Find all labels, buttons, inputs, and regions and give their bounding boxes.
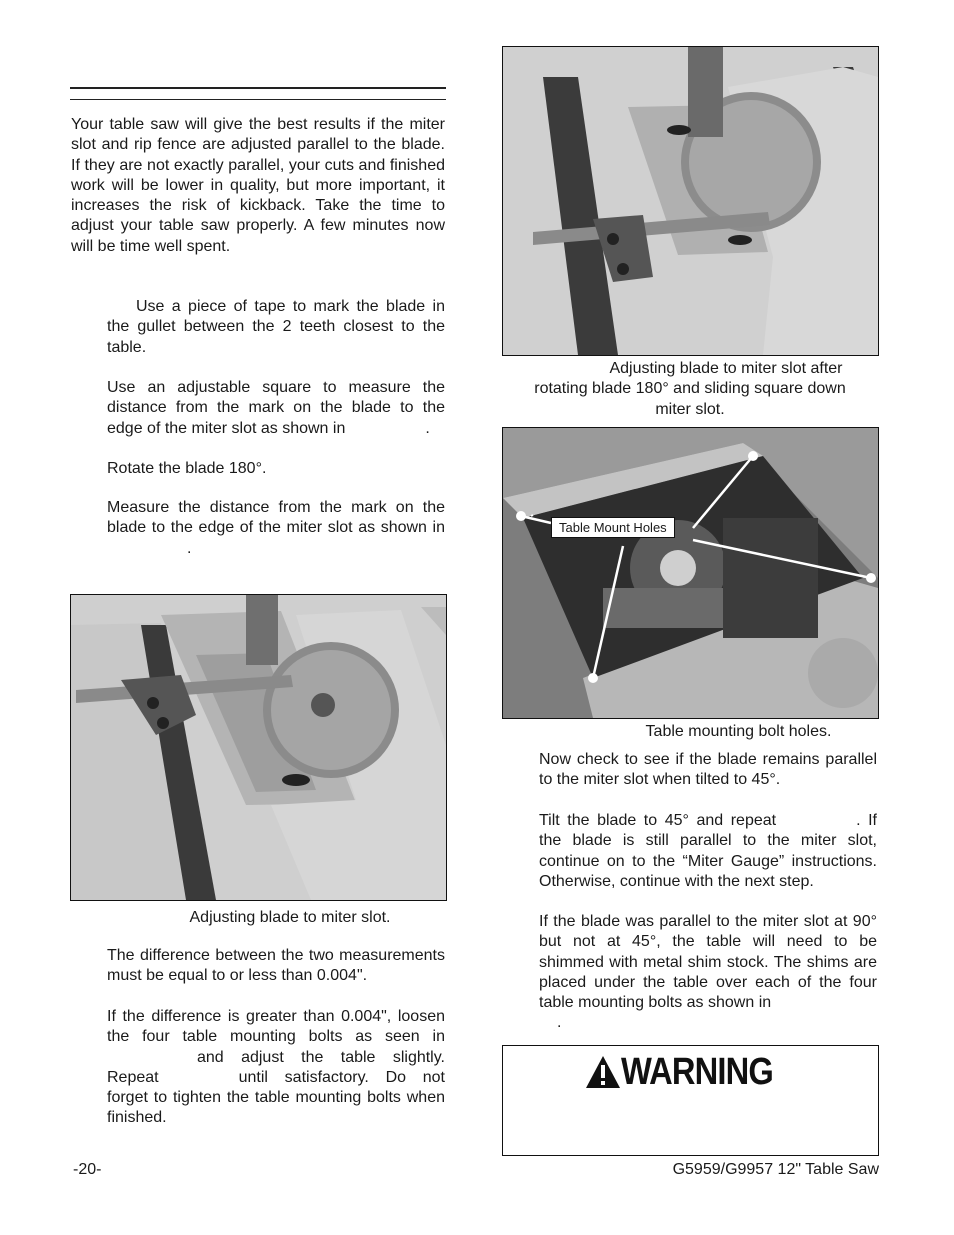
step-rotate-blade: Rotate the blade 180°. xyxy=(107,460,267,477)
photo-table-mount-holes xyxy=(502,427,879,719)
section-rule-top xyxy=(70,87,446,89)
photo-blade-miter-slot-art xyxy=(71,595,446,900)
section-rule-bottom xyxy=(70,99,446,100)
page-number: -20- xyxy=(73,1161,102,1178)
photo-blade-rotated xyxy=(502,46,879,356)
step-measure-distance: Use an adjustable square to measure the distance from the mark on the blade to the edge of the miter slot as shown in . xyxy=(107,379,445,437)
photo-table-mount-holes-art xyxy=(503,428,878,718)
photo-blade-rotated-art xyxy=(503,47,878,355)
step-check-tilt: Now check to see if the blade remains parallel to the miter slot when tilted to 45°. xyxy=(539,751,877,789)
step-tilt-repeat: Tilt the blade to 45° and repeat . If the blade is still parallel to the miter slot, continue on to the “Miter Gauge” instructions. Otherwise, continue with the next step. xyxy=(539,812,878,890)
step-difference-limit: The difference between the two measurements must be equal to or less than 0.004". xyxy=(107,947,445,985)
warning-box xyxy=(502,1045,879,1156)
warning-triangle-icon xyxy=(585,1055,621,1089)
warning-header xyxy=(585,1052,798,1092)
warning-title: WARNING xyxy=(621,1050,773,1093)
step-shim-table: If the blade was parallel to the miter slot at 90° but not at 45°, the table will need to be shimmed with metal shim stock. The shims are placed under the table over each of the four table mounting bolts as shown in . xyxy=(539,913,877,1032)
step-measure-again: Measure the distance from the mark on the blade to the edge of the miter slot as shown in. xyxy=(107,499,445,557)
fig-top-right-caption: Adjusting blade to miter slot after rotating blade 180° and sliding square down miter slot. xyxy=(534,360,846,418)
fig-left-caption: Adjusting blade to miter slot. xyxy=(189,909,391,926)
table-mount-holes-label: Table Mount Holes xyxy=(551,517,675,538)
fig-mid-right-caption: Table mounting bolt holes. xyxy=(645,723,832,740)
step-adjust-table: If the difference is greater than 0.004", loosen the four table mounting bolts as seen inand adjust the table slightly. Repeat until satisfactory. Do not forget to tighten the table mounting bolts when finished. xyxy=(107,1008,445,1127)
intro-paragraph: Your table saw will give the best results if the miter slot and rip fence are adjusted parallel to the blade. If they are not exactly parallel, your cuts and finished work will be lower in quality, but more important, it increases the risk of kickback. Take the time to adjust your table saw properly. A few minutes now will be time well spent. xyxy=(71,116,445,255)
photo-blade-miter-slot xyxy=(70,594,447,901)
footer-model: G5959/G9957 12" Table Saw xyxy=(672,1161,879,1178)
step-mark-blade: Use a piece of tape to mark the blade in the gullet between the 2 teeth closest to the table. xyxy=(107,298,445,356)
